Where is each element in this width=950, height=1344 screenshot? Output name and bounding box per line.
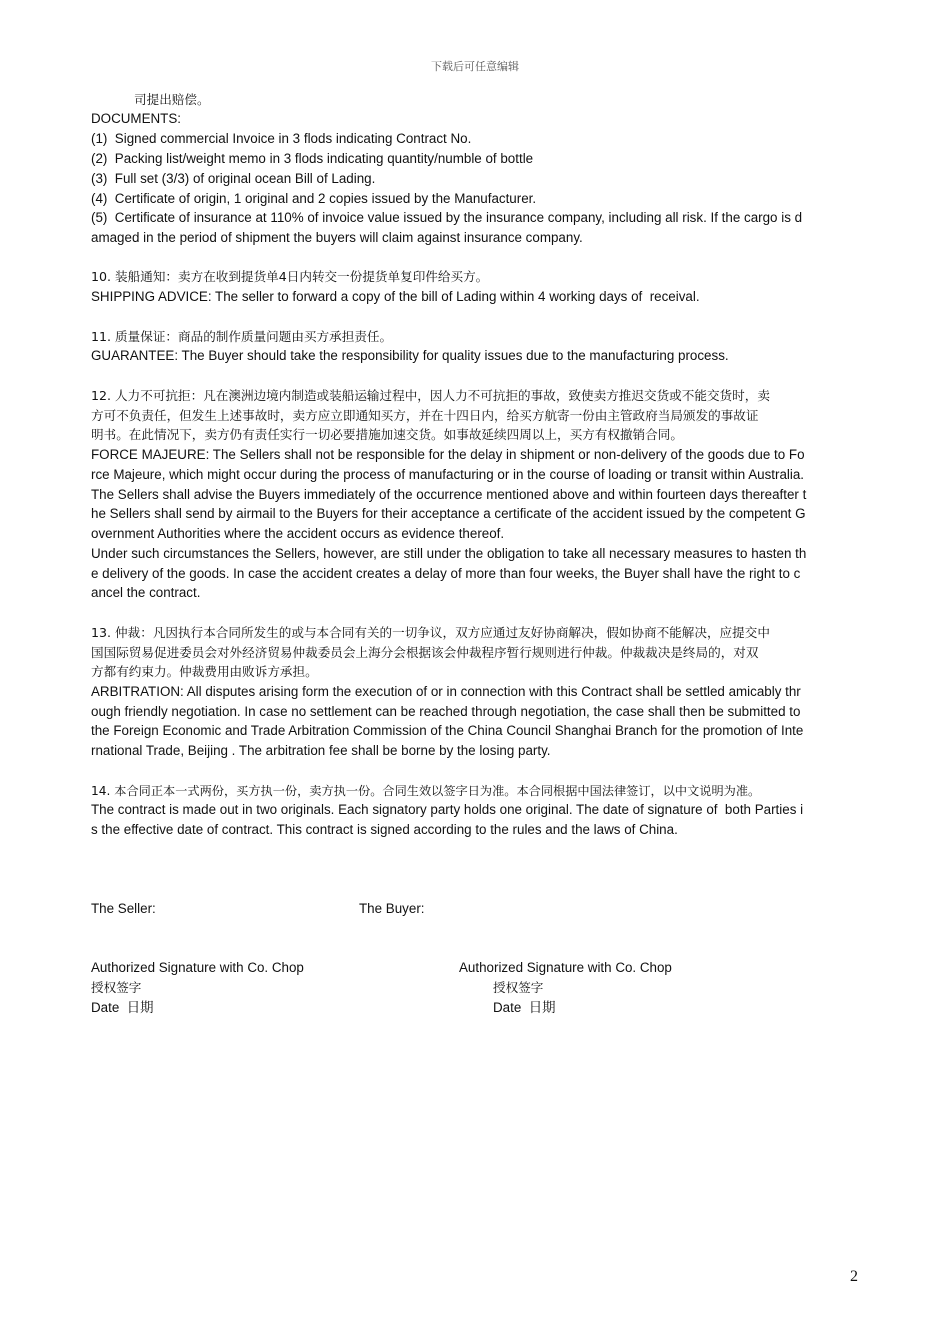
documents-heading: DOCUMENTS:	[91, 111, 182, 126]
clause-13-zh-line: 13. 仲裁：凡因执行本合同所发生的或与本合同有关的一切争议，双方应通过友好协商解决，假如协商不能解决，应提交中	[91, 625, 770, 640]
documents-item: (1) Signed commercial Invoice in 3 flods indicating Contract No.	[91, 131, 472, 146]
clause-12-zh-line: 12. 人力不可抗拒：凡在澳洲边境内制造或装船运输过程中，因人力不可抗拒的事故，致使卖方推迟交货或不能交货时，卖	[91, 388, 770, 403]
clause-12-en-line: ancel the contract.	[91, 585, 201, 600]
documents-item: (3) Full set (3/3) of original ocean Bill of Lading.	[91, 171, 376, 186]
seller-authorized-signature: Authorized Signature with Co. Chop	[91, 960, 304, 975]
clause-14-en-line: s the effective date of contract. This contract is signed according to the rules and the laws of China.	[91, 822, 678, 837]
clause-11-en: GUARANTEE: The Buyer should take the responsibility for quality issues due to the manufacturing process.	[91, 348, 729, 363]
seller-authorized-signature-zh: 授权签字	[91, 980, 142, 995]
clause-12-en-line: FORCE MAJEURE: The Sellers shall not be responsible for the delay in shipment or non-delivery of the goods due to Fo	[91, 447, 805, 462]
documents-item: (4) Certificate of origin, 1 original and 2 copies issued by the Manufacturer.	[91, 191, 537, 206]
documents-item: amaged in the period of shipment the buyers will claim against insurance company.	[91, 230, 583, 245]
clause-13-en-line: the Foreign Economic and Trade Arbitration Commission of the China Council Shanghai Branch for the promotion of Inte	[91, 723, 804, 738]
buyer-authorized-signature: Authorized Signature with Co. Chop	[459, 960, 672, 975]
documents-item: (5) Certificate of insurance at 110% of invoice value issued by the insurance company, including all risk. If the cargo is d	[91, 210, 803, 225]
clause-12-en-line: overnment Authorities where the accident occurs as evidence thereof.	[91, 526, 505, 541]
clause-12-en-line: he Sellers shall send by airmail to the Buyers for their acceptance a certificate of the accident issued by the competent G	[91, 506, 806, 521]
clause-9-continuation: 司提出赔偿。	[134, 92, 210, 107]
seller-date: Date 日期	[91, 1000, 154, 1015]
buyer-date: Date 日期	[493, 1000, 556, 1015]
clause-11-zh: 11. 质量保证：商品的制作质量问题由买方承担责任。	[91, 329, 393, 344]
seller-label: The Seller:	[91, 901, 156, 916]
clause-12-en-line: Under such circumstances the Sellers, however, are still under the obligation to take all necessary measures to hasten th	[91, 546, 807, 561]
clause-12-en-line: The Sellers shall advise the Buyers immediately of the occurrence mentioned above and within fourteen days thereafter t	[91, 487, 807, 502]
buyer-authorized-signature-zh: 授权签字	[493, 980, 544, 995]
clause-10-zh: 10. 装船通知：卖方在收到提货单4日内转交一份提货单复印件给买方。	[91, 269, 489, 284]
page-number: 2	[850, 1268, 858, 1285]
clause-12-zh-line: 明书。在此情况下，卖方仍有责任实行一切必要措施加速交货。如事故延续四周以上，买方有权撤销合同。	[91, 427, 683, 442]
clause-13-zh-line: 方都有约束力。仲裁费用由败诉方承担。	[91, 664, 318, 679]
clause-12-zh-line: 方可不负责任，但发生上述事故时，卖方应立即通知买方，并在十四日内，给买方航寄一份由主管政府当局颁发的事故证	[91, 408, 759, 423]
clause-13-en-line: ARBITRATION: All disputes arising form the execution of or in connection with this Contract shall be settled amicably thr	[91, 684, 801, 699]
clause-12-en-line: e delivery of the goods. In case the accident creates a delay of more than four weeks, the Buyer shall have the right to c	[91, 566, 801, 581]
documents-item: (2) Packing list/weight memo in 3 flods indicating quantity/numble of bottle	[91, 151, 534, 166]
clause-14-zh: 14. 本合同正本一式两份，买方执一份，卖方执一份。合同生效以签字日为准。本合同根据中国法律签订，以中文说明为准。	[91, 784, 761, 798]
clause-14-en-line: The contract is made out in two originals. Each signatory party holds one original. The date of signature of both Parties i	[91, 802, 804, 817]
clause-13-en-line: rnational Trade, Beijing . The arbitration fee shall be borne by the losing party.	[91, 743, 551, 758]
clause-12-en-line: rce Majeure, which might occur during the process of manufacturing or in the course of loading or transit within Australia.	[91, 467, 805, 482]
clause-10-en: SHIPPING ADVICE: The seller to forward a copy of the bill of Lading within 4 working days of receival.	[91, 289, 700, 304]
buyer-label: The Buyer:	[359, 901, 425, 916]
clause-13-en-line: ough friendly negotiation. In case no settlement can be reached through negotiation, the case shall then be submitted to	[91, 704, 801, 719]
clause-13-zh-line: 国国际贸易促进委员会对外经济贸易仲裁委员会上海分会根据该会仲裁程序暂行规则进行仲裁。仲裁裁决是终局的，对双	[91, 645, 759, 660]
page-header: 下载后可任意编辑	[431, 60, 519, 73]
